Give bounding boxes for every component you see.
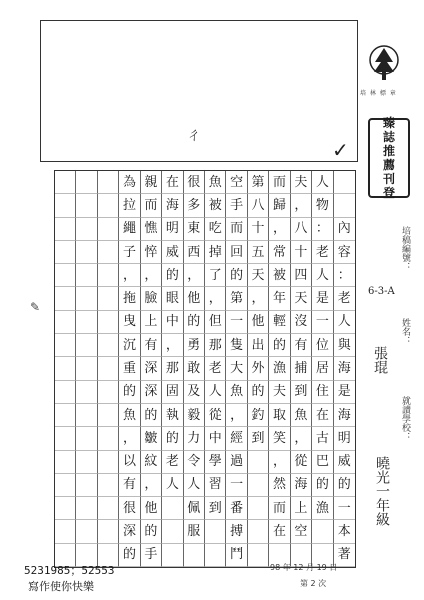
grid-cell <box>76 404 97 427</box>
grid-cell: 的 <box>119 544 140 567</box>
grid-cell: 居 <box>312 357 333 380</box>
grid-cell: 到 <box>205 497 226 520</box>
grid-cell: 十 <box>248 218 269 241</box>
grid-cell <box>55 171 76 194</box>
grid-cell: 五 <box>248 241 269 264</box>
grid-cell <box>76 241 97 264</box>
grid-cell: 漁 <box>312 497 333 520</box>
grid-cell <box>98 381 119 404</box>
grid-cell: 很 <box>119 497 140 520</box>
grid-cell: 漁 <box>269 357 290 380</box>
grid-cell: 是 <box>334 381 355 404</box>
grid-cell <box>334 194 355 217</box>
grid-cell: 紋 <box>141 451 162 474</box>
grid-cell: 天 <box>248 264 269 287</box>
grid-cell <box>205 544 226 567</box>
grid-cell <box>76 218 97 241</box>
grid-cell: ， <box>119 427 140 450</box>
grid-cell: 夫 <box>291 171 312 194</box>
grid-cell: 勇 <box>184 334 205 357</box>
grid-cell: 在 <box>269 520 290 543</box>
grid-cell: 的 <box>269 334 290 357</box>
grid-cell: 魚 <box>205 171 226 194</box>
grid-cell <box>55 264 76 287</box>
grid-cell: 從 <box>291 451 312 474</box>
recommend-char: 登 <box>382 186 395 200</box>
grid-cell: 笑 <box>269 427 290 450</box>
grid-cell: ， <box>162 334 183 357</box>
grid-cell <box>98 287 119 310</box>
recommend-char: 推 <box>382 144 395 158</box>
grid-cell: 令 <box>184 451 205 474</box>
grid-cell: 老 <box>312 241 333 264</box>
grid-cell: ， <box>291 194 312 217</box>
grid-cell <box>248 544 269 567</box>
grid-cell: 四 <box>291 264 312 287</box>
grid-cell <box>55 427 76 450</box>
grid-cell <box>162 520 183 543</box>
grid-cell: ： <box>334 264 355 287</box>
grid-cell: 海 <box>334 357 355 380</box>
grid-cell: 威 <box>334 451 355 474</box>
grid-cell: 子 <box>119 241 140 264</box>
grid-cell: 物 <box>312 194 333 217</box>
grid-cell: ， <box>291 427 312 450</box>
grid-cell: 人 <box>334 311 355 334</box>
grid-cell: 拉 <box>119 194 140 217</box>
grid-cell <box>98 171 119 194</box>
grid-cell <box>162 544 183 567</box>
grid-cell <box>98 497 119 520</box>
grid-cell <box>248 451 269 474</box>
grid-cell <box>55 334 76 357</box>
grid-cell: 很 <box>184 171 205 194</box>
grid-cell <box>184 544 205 567</box>
grid-cell: 多 <box>184 194 205 217</box>
check-mark-icon: ✓ <box>332 138 349 162</box>
grid-cell: ： <box>312 218 333 241</box>
grid-cell <box>162 497 183 520</box>
grid-cell: 是 <box>312 287 333 310</box>
grid-cell: 拖 <box>119 287 140 310</box>
grid-cell <box>55 474 76 497</box>
recommend-char: 刊 <box>382 172 395 186</box>
grid-cell: 臉 <box>141 287 162 310</box>
phone-number: 5231985；52553 <box>24 564 115 577</box>
grid-cell: 八 <box>248 194 269 217</box>
grid-cell: 釣 <box>248 404 269 427</box>
grid-cell: 魚 <box>291 404 312 427</box>
grid-cell: 手 <box>226 194 247 217</box>
grid-cell: 習 <box>205 474 226 497</box>
grid-cell <box>76 264 97 287</box>
date-month: 12 <box>293 563 304 572</box>
grid-cell: 一 <box>226 474 247 497</box>
grid-cell <box>98 334 119 357</box>
grid-cell: 人 <box>162 474 183 497</box>
grid-cell <box>98 427 119 450</box>
grid-cell: 一 <box>334 497 355 520</box>
grid-cell: ， <box>269 218 290 241</box>
grid-cell: 親 <box>141 171 162 194</box>
grid-cell <box>76 451 97 474</box>
grid-cell: 到 <box>291 381 312 404</box>
grid-cell <box>55 311 76 334</box>
grid-cell: ， <box>141 264 162 287</box>
grid-cell: 的 <box>162 427 183 450</box>
recommend-char: 誌 <box>382 130 395 144</box>
name-label: 姓名： <box>400 318 410 345</box>
grid-cell <box>55 451 76 474</box>
grid-cell: 到 <box>248 427 269 450</box>
grid-cell <box>55 404 76 427</box>
grid-cell: 的 <box>312 474 333 497</box>
grid-cell: 悴 <box>141 241 162 264</box>
grid-cell: 古 <box>312 427 333 450</box>
grid-cell: ， <box>119 264 140 287</box>
grid-cell: 老 <box>205 357 226 380</box>
grid-cell: 過 <box>226 451 247 474</box>
grid-cell <box>55 194 76 217</box>
grid-cell: 執 <box>162 404 183 427</box>
grid-cell: 的 <box>162 264 183 287</box>
date: 98 年 12 月 19 日 <box>270 563 338 572</box>
grid-cell: 沉 <box>119 334 140 357</box>
grid-cell: 容 <box>334 241 355 264</box>
grid-cell: 為 <box>119 171 140 194</box>
slogan: 寫作使你快樂 <box>28 580 94 593</box>
grid-cell: 大 <box>226 357 247 380</box>
grid-cell: 空 <box>291 520 312 543</box>
grid-cell <box>76 171 97 194</box>
grid-cell: 服 <box>184 520 205 543</box>
school-label: 就讀學校： <box>400 396 410 441</box>
grid-cell: 中 <box>205 427 226 450</box>
grid-cell: 力 <box>184 427 205 450</box>
grid-cell: 但 <box>205 311 226 334</box>
date-year: 98 <box>270 563 281 572</box>
grid-cell: 深 <box>141 381 162 404</box>
grid-cell: ， <box>269 451 290 474</box>
grid-cell: 的 <box>119 381 140 404</box>
grid-cell: 憔 <box>141 218 162 241</box>
grid-cell <box>76 311 97 334</box>
grid-cell: 然 <box>269 474 290 497</box>
grid-cell: 上 <box>291 497 312 520</box>
margin-scribble: ✎ <box>30 300 41 314</box>
essay-grid <box>54 170 356 568</box>
grid-cell <box>55 520 76 543</box>
grid-cell: 巴 <box>312 451 333 474</box>
grid-cell: 他 <box>248 311 269 334</box>
grid-cell: 深 <box>119 520 140 543</box>
grid-cell <box>334 171 355 194</box>
grid-cell: 重 <box>119 357 140 380</box>
grid-cell: 在 <box>312 404 333 427</box>
grid-cell: 繩 <box>119 218 140 241</box>
page-no: 2 <box>310 579 316 588</box>
grid-cell: 被 <box>205 194 226 217</box>
grid-cell: 海 <box>291 474 312 497</box>
grid-cell: 海 <box>162 194 183 217</box>
grid-cell: 番 <box>226 497 247 520</box>
grid-cell: 而 <box>226 218 247 241</box>
grid-cell: 東 <box>184 218 205 241</box>
grid-cell: 老 <box>334 287 355 310</box>
grid-cell: 以 <box>119 451 140 474</box>
grid-cell: 手 <box>141 544 162 567</box>
grid-cell: 鬥 <box>226 544 247 567</box>
grid-cell: 中 <box>162 311 183 334</box>
grid-cell <box>76 520 97 543</box>
grid-cell: 的 <box>334 474 355 497</box>
grid-cell <box>76 194 97 217</box>
grid-cell <box>76 287 97 310</box>
grid-cell: 一 <box>226 311 247 334</box>
grid-cell: 皺 <box>141 427 162 450</box>
grid-cell: 被 <box>269 264 290 287</box>
grid-cell: 回 <box>226 241 247 264</box>
grid-cell: 與 <box>334 334 355 357</box>
grid-cell: ， <box>184 264 205 287</box>
grid-cell <box>98 404 119 427</box>
grid-cell <box>98 241 119 264</box>
grid-cell: 著 <box>334 544 355 567</box>
grid-cell <box>55 357 76 380</box>
grid-cell: 第 <box>226 287 247 310</box>
grid-cell: ， <box>141 474 162 497</box>
grid-cell: 威 <box>162 241 183 264</box>
grid-cell: 人 <box>184 474 205 497</box>
grid-cell: 人 <box>312 264 333 287</box>
grid-cell <box>98 311 119 334</box>
code-value: 6-3-A <box>368 286 395 297</box>
grid-cell <box>55 497 76 520</box>
tree-logo-icon <box>361 40 407 86</box>
grid-cell: 那 <box>205 334 226 357</box>
grid-cell <box>76 357 97 380</box>
grid-cell: 有 <box>119 474 140 497</box>
date-day: 19 <box>316 563 327 572</box>
name-value: 張琨 <box>372 346 388 374</box>
grid-cell: 隻 <box>226 334 247 357</box>
recommend-stamp <box>368 118 410 198</box>
grid-cell: 上 <box>141 311 162 334</box>
page-number: 第 2 次 <box>300 579 327 588</box>
grid-cell: 空 <box>226 171 247 194</box>
grid-cell: 常 <box>269 241 290 264</box>
grid-cell: 住 <box>312 381 333 404</box>
grid-cell: 他 <box>184 287 205 310</box>
grid-cell: 夫 <box>269 381 290 404</box>
grid-cell: 八 <box>291 218 312 241</box>
grid-cell: 毅 <box>184 404 205 427</box>
grid-cell: 在 <box>162 171 183 194</box>
grid-cell: ， <box>226 404 247 427</box>
grid-cell: 曳 <box>119 311 140 334</box>
grid-cell: 外 <box>248 357 269 380</box>
grid-cell: 學 <box>205 451 226 474</box>
grid-cell <box>76 381 97 404</box>
grid-cell <box>98 264 119 287</box>
grid-cell: 人 <box>312 171 333 194</box>
grid-cell: 本 <box>334 520 355 543</box>
grid-cell: 沒 <box>291 311 312 334</box>
grid-cell: 一 <box>312 311 333 334</box>
grid-cell: 輕 <box>269 311 290 334</box>
grid-cell <box>98 520 119 543</box>
grid-cell: 而 <box>141 194 162 217</box>
grid-cell: 那 <box>162 357 183 380</box>
grid-cell: ， <box>248 287 269 310</box>
grid-cell: 天 <box>291 287 312 310</box>
grid-cell: 明 <box>334 427 355 450</box>
grid-cell: 西 <box>184 241 205 264</box>
grid-cell: 的 <box>141 520 162 543</box>
grid-cell: 捕 <box>291 357 312 380</box>
grid-cell: 有 <box>291 334 312 357</box>
grid-cell: 的 <box>184 311 205 334</box>
grid-cell: 第 <box>248 171 269 194</box>
grid-cell <box>98 218 119 241</box>
grid-cell <box>98 474 119 497</box>
school-value: 曉光一年級 <box>374 456 390 526</box>
code-label: 培稿編號： <box>400 226 410 271</box>
recommend-char: 臻 <box>382 116 395 130</box>
grid-cell: 明 <box>162 218 183 241</box>
grid-cell: 及 <box>184 381 205 404</box>
grid-cell: 眼 <box>162 287 183 310</box>
grid-cell: 固 <box>162 381 183 404</box>
grid-cell: 取 <box>269 404 290 427</box>
grid-cell <box>312 520 333 543</box>
grid-cell: 海 <box>334 404 355 427</box>
grid-cell: 魚 <box>226 381 247 404</box>
grid-cell <box>76 427 97 450</box>
grid-cell <box>98 194 119 217</box>
grid-cell: 搏 <box>226 520 247 543</box>
grid-cell: 經 <box>226 427 247 450</box>
grid-cell: 位 <box>312 334 333 357</box>
stamp-caption: 培 林 標 章 <box>360 90 397 97</box>
grid-cell <box>248 520 269 543</box>
grid-cell: 的 <box>141 404 162 427</box>
grid-cell: 他 <box>141 497 162 520</box>
grid-cell: 歸 <box>269 194 290 217</box>
grid-cell: 深 <box>141 357 162 380</box>
grid-cell <box>76 497 97 520</box>
grid-cell <box>98 357 119 380</box>
grid-cell: 而 <box>269 171 290 194</box>
grid-cell: 年 <box>269 287 290 310</box>
grid-cell: 魚 <box>119 404 140 427</box>
grid-cell: 內 <box>334 218 355 241</box>
grid-cell: 佩 <box>184 497 205 520</box>
grid-cell <box>248 474 269 497</box>
grid-cell: 出 <box>248 334 269 357</box>
grid-cell: 掉 <box>205 241 226 264</box>
grid-cell <box>76 334 97 357</box>
teacher-mark: ㄔ <box>186 125 203 144</box>
grid-cell: 從 <box>205 404 226 427</box>
grid-cell <box>205 520 226 543</box>
grid-cell: 人 <box>205 381 226 404</box>
grid-cell: 的 <box>248 381 269 404</box>
grid-cell: 的 <box>226 264 247 287</box>
grid-cell: 敢 <box>184 357 205 380</box>
recommend-char: 薦 <box>382 158 395 172</box>
grid-cell <box>55 381 76 404</box>
grid-cell: 十 <box>291 241 312 264</box>
grid-cell <box>76 474 97 497</box>
grid-cell: 有 <box>141 334 162 357</box>
grid-cell <box>55 241 76 264</box>
grid-cell: 吃 <box>205 218 226 241</box>
grid-cell <box>98 451 119 474</box>
grid-cell: 了 <box>205 264 226 287</box>
grid-cell: 老 <box>162 451 183 474</box>
grid-cell: ， <box>205 287 226 310</box>
grid-cell: 而 <box>269 497 290 520</box>
grid-cell <box>55 218 76 241</box>
grid-cell <box>55 287 76 310</box>
grid-cell <box>248 497 269 520</box>
